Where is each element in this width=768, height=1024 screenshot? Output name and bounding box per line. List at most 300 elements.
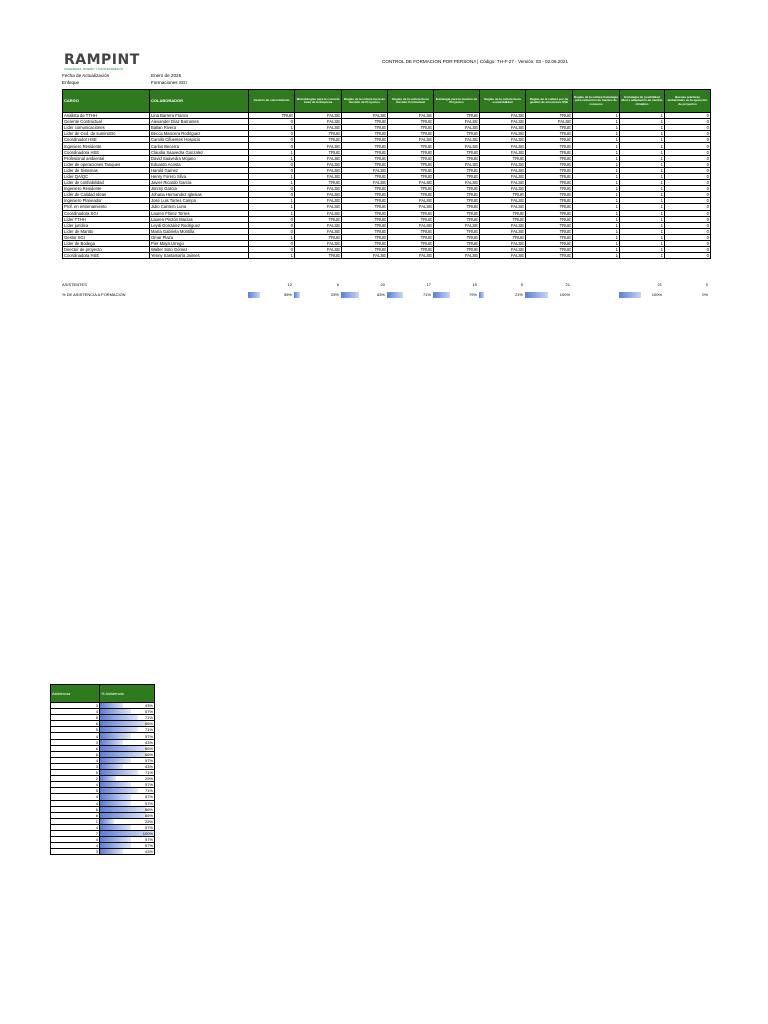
cargo-cell: Coordinadora HSE: [63, 149, 150, 155]
value-cell: FALSE: [388, 137, 434, 143]
asistencia-cell: 4: [51, 800, 100, 806]
value-cell: TRUE: [434, 167, 480, 173]
value-cell: 1: [620, 198, 665, 204]
value-cell: 1: [620, 161, 665, 167]
attendance-bar: [100, 758, 131, 763]
value-cell: FALSE: [295, 125, 342, 131]
asistentes-value: 17: [426, 282, 431, 287]
enfoque-label: Enfoque: [62, 80, 80, 85]
value-cell: TRUE: [480, 216, 526, 222]
cargo-cell: Líder TTHH: [63, 216, 150, 222]
pct-asistencia-value: 71%: [144, 727, 153, 733]
value-cell: FALSE: [480, 137, 526, 143]
value-cell: FALSE: [388, 180, 434, 186]
value-cell: 1: [620, 131, 665, 137]
pct-cell: [525, 291, 570, 298]
value-cell: 0: [665, 186, 711, 192]
value-cell: TRUE: [295, 137, 342, 143]
value-cell: TRUE: [526, 161, 573, 167]
asistencia-cell: 3: [51, 763, 100, 769]
value-cell: TRUE: [388, 161, 434, 167]
column-header: CARGO: [63, 90, 150, 113]
value-cell: 1: [573, 216, 620, 222]
pct-asistencia-value: 86%: [144, 751, 153, 757]
pct-bar: [387, 292, 403, 298]
value-cell: TRUE: [480, 155, 526, 161]
value-cell: 1: [573, 113, 620, 119]
colaborador-cell: Omar Plaza: [150, 234, 249, 240]
fecha-label: Fecha de Actualización: [62, 73, 110, 78]
value-cell: TRUE: [526, 204, 573, 210]
value-cell: 1: [620, 240, 665, 246]
value-cell: FALSE: [480, 240, 526, 246]
attendance-bar: [100, 740, 123, 745]
value-cell: TRUE: [526, 240, 573, 246]
value-cell: FALSE: [388, 198, 434, 204]
value-cell: TRUE: [388, 234, 434, 240]
value-cell: FALSE: [295, 210, 342, 216]
value-cell: TRUE: [342, 155, 388, 161]
value-cell: TRUE: [526, 131, 573, 137]
attendance-bar: [100, 825, 131, 830]
attendance-bar: [100, 770, 138, 775]
value-cell: TRUE: [526, 186, 573, 192]
pct-bar: [619, 292, 641, 298]
attendance-bar: [100, 849, 123, 854]
colaborador-cell: Carlos Becerra: [150, 143, 249, 149]
value-cell: 0: [665, 125, 711, 131]
value-cell: TRUE: [480, 210, 526, 216]
attendance-bar: [100, 813, 146, 818]
value-cell: 1: [573, 228, 620, 234]
value-cell: 1: [620, 210, 665, 216]
pct-cell: [387, 291, 431, 298]
value-cell: 1: [620, 180, 665, 186]
attendance-column-header: % Asistencia: [100, 685, 155, 703]
pct-asistencia-value: 57%: [144, 837, 153, 843]
pct-bar: [433, 292, 450, 298]
colaborador-cell: José Luis Torres Campo: [150, 198, 249, 204]
pct-asistencia-value: 86%: [144, 721, 153, 727]
value-cell: 1: [573, 131, 620, 137]
asistentes-value: 19: [472, 282, 477, 287]
asistencia-cell: 4: [51, 782, 100, 788]
value-cell: TRUE: [388, 186, 434, 192]
cargo-cell: Líder QA/QC: [63, 173, 150, 179]
value-cell: 0: [665, 222, 711, 228]
value-cell: TRUE: [526, 143, 573, 149]
value-cell: TRUE: [434, 113, 480, 119]
asistentes-value: 12: [287, 282, 292, 287]
logo-tagline: INGENIERIA, DISEÑO Y MANTENIMIENTO: [64, 67, 124, 71]
value-cell: 1: [249, 204, 295, 210]
value-cell: FALSE: [295, 228, 342, 234]
value-cell: TRUE: [342, 234, 388, 240]
colaborador-cell: Pier Maya Urrego: [150, 240, 249, 246]
value-cell: TRUE: [388, 228, 434, 234]
value-cell: TRUE: [295, 216, 342, 222]
value-cell: 0: [665, 119, 711, 125]
value-cell: TRUE: [434, 192, 480, 198]
asistentes-value: 0: [705, 282, 708, 287]
value-cell: FALSE: [480, 247, 526, 253]
asistencia-cell: 6: [51, 721, 100, 727]
value-cell: 0: [665, 253, 711, 259]
value-cell: FALSE: [388, 253, 434, 259]
asistentes-value: 21: [657, 282, 662, 287]
cargo-cell: Líder de Mantto: [63, 228, 150, 234]
pct-asistencia-value: 43%: [144, 849, 153, 855]
value-cell: 0: [665, 210, 711, 216]
value-cell: TRUE: [342, 210, 388, 216]
attendance-row: [51, 849, 155, 855]
company-logo: [64, 52, 140, 71]
colaborador-cell: Javier Ricardo García: [150, 180, 249, 186]
pct-asistencia-value: 100%: [142, 831, 153, 837]
value-cell: TRUE: [295, 149, 342, 155]
value-cell: 0: [665, 137, 711, 143]
value-cell: FALSE: [480, 204, 526, 210]
column-header: Reglas de la cultura Estrategia para reducción de fuentes de consumo: [573, 90, 620, 113]
cargo-cell: Líder de Sistemas: [63, 167, 150, 173]
value-cell: FALSE: [295, 186, 342, 192]
cargo-cell: Coordinadora SGI: [63, 210, 150, 216]
value-cell: 1: [620, 143, 665, 149]
table-body: [63, 113, 711, 259]
attendance-column-header: Asistencia: [51, 685, 100, 703]
cargo-cell: Líder jurídica: [63, 222, 150, 228]
value-cell: 1: [573, 210, 620, 216]
pct-value: 83%: [376, 292, 385, 297]
column-header: Reglas de la cultura por de gestión de emociones SSE: [526, 90, 573, 113]
asistencia-cell: 4: [51, 837, 100, 843]
value-cell: TRUE: [526, 125, 573, 131]
value-cell: FALSE: [480, 149, 526, 155]
value-cell: TRUE: [526, 149, 573, 155]
colaborador-cell: Eduardo Acosta: [150, 161, 249, 167]
attendance-bar: [100, 807, 146, 812]
pct-asistencia-value: 57%: [144, 782, 153, 788]
value-cell: 0: [249, 216, 295, 222]
pct-value: 100%: [559, 292, 570, 297]
pct-label: % DE ASISTENCIA A FORMACION: [62, 292, 126, 297]
asistencia-cell: 3: [51, 703, 100, 709]
value-cell: TRUE: [434, 155, 480, 161]
asistentes-value: 20: [380, 282, 385, 287]
colaborador-cell: Walter Soto Gómez: [150, 247, 249, 253]
asistencia-cell: 5: [51, 715, 100, 721]
value-cell: 1: [620, 247, 665, 253]
pct-asistencia-value: 43%: [144, 763, 153, 769]
asistencia-cell: 5: [51, 727, 100, 733]
value-cell: 0: [665, 167, 711, 173]
value-cell: FALSE: [480, 119, 526, 125]
value-cell: 1: [573, 155, 620, 161]
cargo-cell: Prof. en entrenamiento: [63, 204, 150, 210]
value-cell: TRUE: [526, 216, 573, 222]
value-cell: 1: [573, 234, 620, 240]
value-cell: FALSE: [388, 222, 434, 228]
pct-cell: [664, 291, 708, 298]
value-cell: TRUE: [342, 161, 388, 167]
pct-asistencia-value: 25%: [144, 818, 153, 824]
asistentes-value: 5: [520, 282, 523, 287]
cargo-cell: Líder de Calidad Ideas: [63, 192, 150, 198]
pct-asistencia-value: 71%: [144, 788, 153, 794]
value-cell: 1: [573, 180, 620, 186]
value-cell: TRUE: [295, 253, 342, 259]
value-cell: TRUE: [342, 186, 388, 192]
value-cell: 0: [665, 234, 711, 240]
value-cell: TRUE: [434, 149, 480, 155]
colaborador-cell: Claudia Saavedra Gonzalez: [150, 149, 249, 155]
value-cell: FALSE: [480, 173, 526, 179]
asistencia-cell: 5: [51, 770, 100, 776]
asistencia-cell: 4: [51, 757, 100, 763]
attendance-bar: [100, 727, 138, 732]
pct-value: 25%: [330, 292, 339, 297]
asistencia-cell: 1: [51, 818, 100, 824]
value-cell: 0: [249, 119, 295, 125]
table-row: [63, 253, 711, 259]
value-cell: FALSE: [434, 119, 480, 125]
attendance-header-row: [51, 685, 155, 703]
value-cell: TRUE: [526, 198, 573, 204]
value-cell: TRUE: [342, 149, 388, 155]
value-cell: FALSE: [434, 253, 480, 259]
value-cell: 1: [573, 186, 620, 192]
value-cell: FALSE: [434, 180, 480, 186]
value-cell: FALSE: [480, 167, 526, 173]
pct-value: 21%: [514, 292, 523, 297]
value-cell: TRUE: [388, 210, 434, 216]
value-cell: 1: [249, 125, 295, 131]
pct-asistencia-value: 57%: [144, 824, 153, 830]
value-cell: 1: [573, 125, 620, 131]
pct-asistencia-value: 57%: [144, 709, 153, 715]
attendance-bar: [100, 703, 123, 708]
value-cell: 1: [249, 173, 295, 179]
colaborador-cell: Yenny Santamaría Jaimes: [150, 253, 249, 259]
value-cell: TRUE: [295, 234, 342, 240]
value-cell: 1: [573, 240, 620, 246]
pct-asistencia-value: 57%: [144, 733, 153, 739]
value-cell: 1: [573, 222, 620, 228]
value-cell: 1: [620, 119, 665, 125]
asistencia-cell: 4: [51, 843, 100, 849]
pct-cell: [294, 291, 339, 298]
pct-asistencia-value: 71%: [144, 770, 153, 776]
asistentes-value: 6: [336, 282, 339, 287]
value-cell: TRUE: [526, 113, 573, 119]
pct-asistencia-value: 43%: [144, 703, 153, 709]
pct-bar: [525, 292, 548, 298]
asistencia-cell: 7: [51, 830, 100, 836]
document-title: CONTROL DE FORMACION POR PERSONA | Código: TH-F-27 - Versión: 03 - 02.08.2021: [382, 59, 569, 64]
value-cell: FALSE: [480, 186, 526, 192]
asistencia-cell: 6: [51, 812, 100, 818]
value-cell: 1: [620, 204, 665, 210]
value-cell: 0: [665, 228, 711, 234]
value-cell: 1: [620, 173, 665, 179]
value-cell: 0: [665, 155, 711, 161]
pct-bar: [341, 292, 359, 298]
colaborador-cell: Lauren Flórez Torres: [150, 210, 249, 216]
value-cell: 0: [249, 228, 295, 234]
asistencia-cell: 3: [51, 849, 100, 855]
value-cell: TRUE: [434, 210, 480, 216]
value-cell: 0: [665, 180, 711, 186]
value-cell: TRUE: [526, 234, 573, 240]
column-header: Buenas prácticas ambientales en la ejecución de proyectos: [665, 90, 711, 113]
colaborador-cell: Camilo Cifuentes Hospicio: [150, 137, 249, 143]
value-cell: TRUE: [388, 131, 434, 137]
value-cell: TRUE: [526, 173, 573, 179]
value-cell: TRUE: [480, 192, 526, 198]
value-cell: 1: [620, 125, 665, 131]
pct-asistencia-value: 43%: [144, 739, 153, 745]
pct-asistencia-value: 86%: [144, 745, 153, 751]
value-cell: TRUE: [342, 192, 388, 198]
table-header-row: [63, 90, 711, 113]
value-cell: FALSE: [295, 204, 342, 210]
pct-value: 100%: [651, 292, 662, 297]
value-cell: 1: [573, 143, 620, 149]
asistencia-cell: 3: [51, 739, 100, 745]
value-cell: 0: [665, 247, 711, 253]
value-cell: TRUE: [526, 247, 573, 253]
value-cell: TRUE: [388, 240, 434, 246]
fecha-value: Enero de 2025: [151, 73, 182, 78]
value-cell: FALSE: [295, 161, 342, 167]
value-cell: FALSE: [480, 228, 526, 234]
colaborador-cell: Becca Mancera Rodriguez: [150, 131, 249, 137]
pct-asistencia-value: 71%: [144, 715, 153, 721]
value-cell: TRUE: [342, 228, 388, 234]
asistentes-value: [572, 281, 617, 288]
attendance-bar: [100, 776, 116, 781]
value-cell: FALSE: [526, 119, 573, 125]
value-cell: FALSE: [388, 204, 434, 210]
value-cell: TRUE: [342, 198, 388, 204]
pct-bar: [248, 292, 260, 298]
value-cell: FALSE: [295, 119, 342, 125]
value-cell: TRUE: [342, 119, 388, 125]
value-cell: TRUE: [434, 228, 480, 234]
colaborador-cell: Ballan Rivera: [150, 125, 249, 131]
value-cell: 1: [573, 192, 620, 198]
pct-cell: [572, 291, 617, 298]
cargo-cell: Gerente Contractual: [63, 119, 150, 125]
value-cell: FALSE: [342, 167, 388, 173]
value-cell: 1: [573, 253, 620, 259]
value-cell: 1: [620, 216, 665, 222]
cargo-cell: Líder de Ced. de suministro: [63, 131, 150, 137]
value-cell: TRUE: [342, 247, 388, 253]
value-cell: TRUE: [342, 125, 388, 131]
cargo-cell: Ingeniero Residente: [63, 143, 150, 149]
column-header: Gestión de conocimiento: [249, 90, 295, 113]
colaborador-cell: Johana Hernandez Iglesias: [150, 192, 249, 198]
value-cell: 1: [573, 149, 620, 155]
pct-value: 0%: [702, 292, 708, 297]
asistencia-cell: 5: [51, 788, 100, 794]
attendance-bar: [100, 782, 131, 787]
cargo-cell: Líder de Bodega: [63, 240, 150, 246]
attendance-bar: [100, 837, 131, 842]
value-cell: 1: [249, 155, 295, 161]
value-cell: 1: [620, 149, 665, 155]
value-cell: TRUE: [526, 210, 573, 216]
attendance-bar: [100, 721, 146, 726]
value-cell: TRUE: [434, 247, 480, 253]
value-cell: TRUE: [388, 173, 434, 179]
value-cell: TRUE: [342, 240, 388, 246]
column-header: Estrategia para la Gestión de Proyectos: [434, 90, 480, 113]
value-cell: FALSE: [295, 155, 342, 161]
value-cell: FALSE: [480, 198, 526, 204]
value-cell: TRUE: [526, 180, 573, 186]
value-cell: 1: [620, 113, 665, 119]
value-cell: 1: [620, 186, 665, 192]
attendance-bar: [100, 752, 146, 757]
cargo-cell: Líder de operaciones Tanques: [63, 161, 150, 167]
value-cell: 1: [620, 222, 665, 228]
value-cell: 0: [249, 137, 295, 143]
value-cell: TRUE: [480, 234, 526, 240]
asistentes-value: 21: [565, 282, 570, 287]
value-cell: FALSE: [295, 113, 342, 119]
value-cell: TRUE: [388, 119, 434, 125]
value-cell: TRUE: [526, 253, 573, 259]
asistencia-cell: 4: [51, 824, 100, 830]
value-cell: 0: [249, 222, 295, 228]
training-table: [62, 89, 711, 259]
value-cell: TRUE: [526, 192, 573, 198]
value-cell: FALSE: [295, 192, 342, 198]
value-cell: TRUE: [388, 149, 434, 155]
colaborador-cell: Julio Cantero Luna: [150, 204, 249, 210]
value-cell: 1: [620, 167, 665, 173]
pct-asistencia-value: 57%: [144, 794, 153, 800]
value-cell: 1: [249, 198, 295, 204]
attendance-bar: [100, 764, 123, 769]
colaborador-cell: María Gabriela Montilla: [150, 228, 249, 234]
value-cell: TRUE: [526, 222, 573, 228]
value-cell: 0: [249, 131, 295, 137]
value-cell: TRUE: [526, 167, 573, 173]
value-cell: 1: [573, 161, 620, 167]
value-cell: TRUE: [434, 173, 480, 179]
value-cell: 0: [665, 113, 711, 119]
value-cell: 0: [249, 247, 295, 253]
colaborador-cell: Henry Forero Silva: [150, 173, 249, 179]
value-cell: TRUE: [526, 155, 573, 161]
asistencia-cell: 2: [51, 776, 100, 782]
value-cell: 0: [665, 204, 711, 210]
colaborador-cell: David Saavedra Mojano: [150, 155, 249, 161]
attendance-bar: [100, 843, 131, 848]
value-cell: 1: [249, 234, 295, 240]
attendance-bar: [100, 788, 138, 793]
value-cell: FALSE: [434, 125, 480, 131]
pct-bar: [294, 292, 300, 298]
attendance-bar: [100, 715, 138, 720]
column-header: Reglas de la cultura fuera sostenibilidad: [480, 90, 526, 113]
value-cell: TRUE: [434, 186, 480, 192]
pct-asistencia-cell: [100, 849, 155, 855]
value-cell: TRUE: [526, 228, 573, 234]
